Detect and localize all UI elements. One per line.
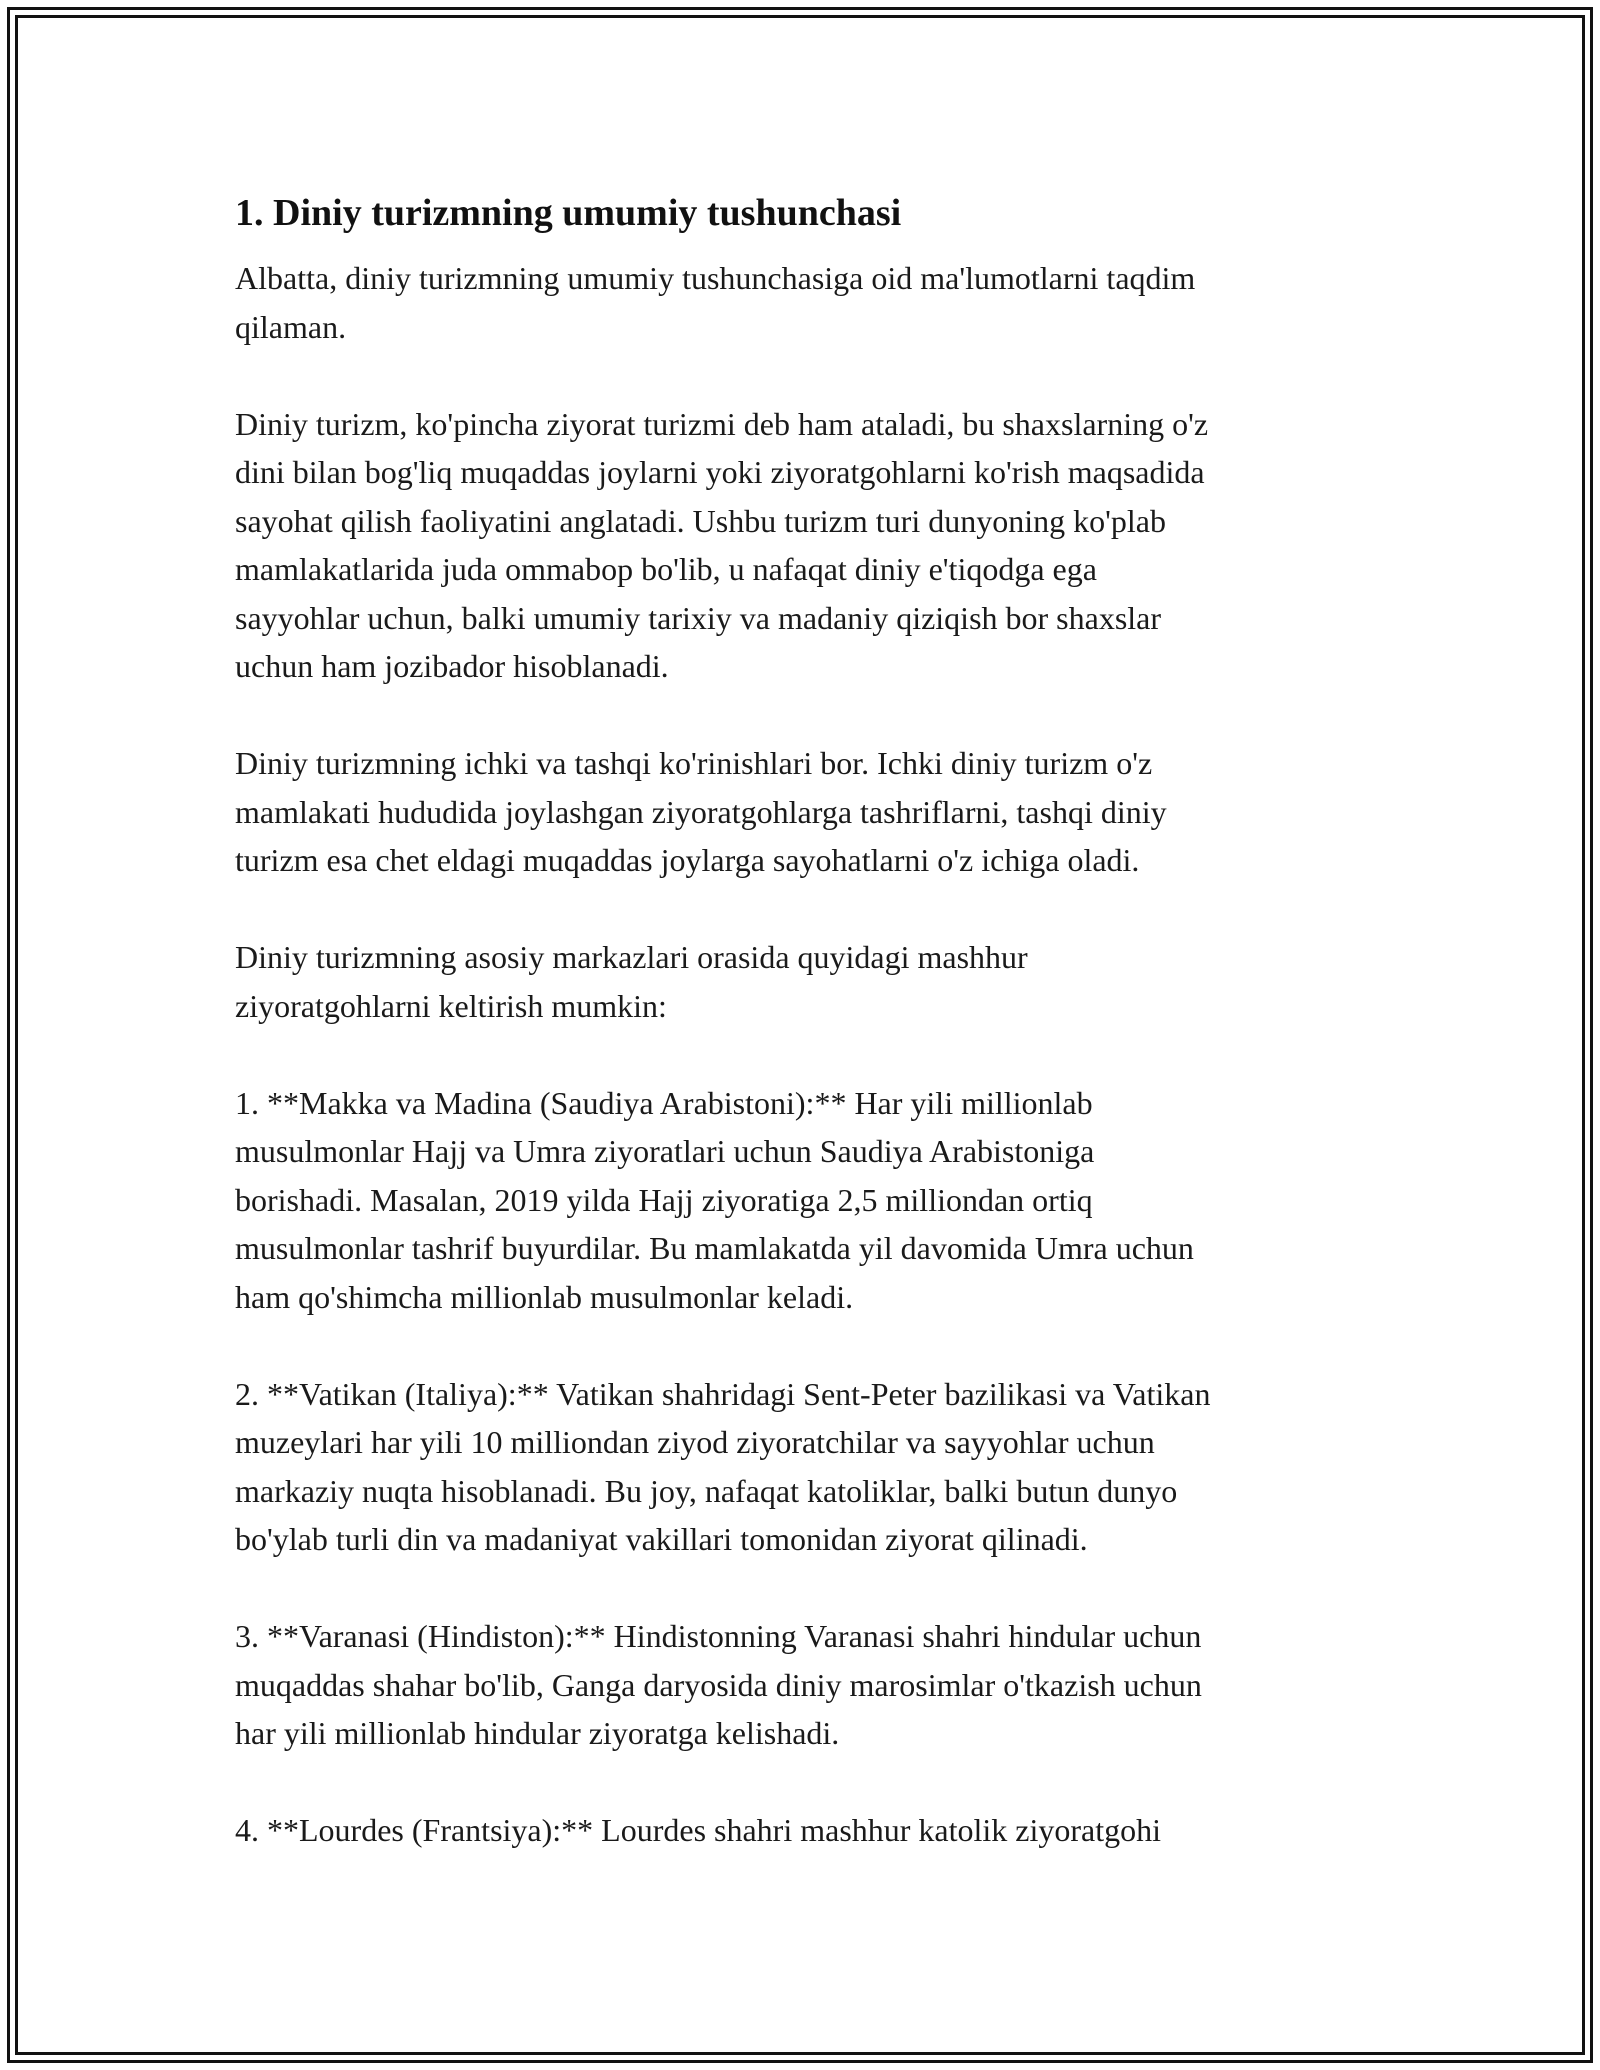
section-heading: 1. Diniy turizmning umumiy tushunchasi [235,192,902,234]
paragraph-intro: Albatta, diniy turizmning umumiy tushunchasiga oid ma'lumotlarni taqdim qilaman. [235,260,1196,345]
paragraph-centers-intro: Diniy turizmning asosiy markazlari orasida quyidagi mashhur ziyoratgohlarni keltirish mumkin: [235,939,1028,1024]
list-item-vatikan: 2. **Vatikan (Italiya):** Vatikan shahridagi Sent-Peter bazilikasi va Vatikan muzeylari har yili 10 milliondan ziyod ziyoratchilar va sayyohlar uchun markaziy nuqta hisoblanadi. Bu joy, nafaqat katoliklar, balki butun dunyo bo'ylab turli din va madaniyat vakillari tomonidan ziyorat qilinadi. [235,1375,1211,1557]
list-item-lourdes: 4. **Lourdes (Frantsiya):** Lourdes shahri mashhur katolik ziyoratgohi [235,1812,1162,1848]
list-item-makka-madina: 1. **Makka va Madina (Saudiya Arabistoni):** Har yili millionlab musulmonlar Hajj va Umra ziyoratlari uchun Saudiya Arabistoniga borishadi. Masalan, 2019 yilda Hajj ziyoratiga 2,5 milliondan ortiq musulmonlar tashrif buyurdilar. Bu mamlakatda yil davomida Umra uchun ham qo'shimcha millionlab musulmonlar keladi. [235,1084,1194,1315]
document-body [235,186,1375,1855]
list-item-varanasi: 3. **Varanasi (Hindiston):** Hindistonning Varanasi shahri hindular uchun muqaddas shahar bo'lib, Ganga daryosida diniy marosimlar o'tkazish uchun har yili millionlab hindular ziyoratga kelishadi. [235,1618,1202,1751]
paragraph-definition: Diniy turizm, ko'pincha ziyorat turizmi deb ham ataladi, bu shaxslarning o'z dini bilan bog'liq muqaddas joylarni yoki ziyoratgohlarni ko'rish maqsadida sayohat qilish faoliyatini anglatadi. Ushbu turizm turi dunyoning ko'plab mamlakatlarida juda ommabop bo'lib, u nafaqat diniy e'tiqodga ega sayyohlar uchun, balki umumiy tarixiy va madaniy qiziqish bor shaxslar uchun ham jozibador hisoblanadi. [235,405,1209,684]
paragraph-internal-external: Diniy turizmning ichki va tashqi ko'rinishlari bor. Ichki diniy turizm o'z mamlakati hududida joylashgan ziyoratgohlarga tashriflarni, tashqi diniy turizm esa chet eldagi muqaddas joylarga sayohatlarni o'z ichiga oladi. [235,745,1167,878]
